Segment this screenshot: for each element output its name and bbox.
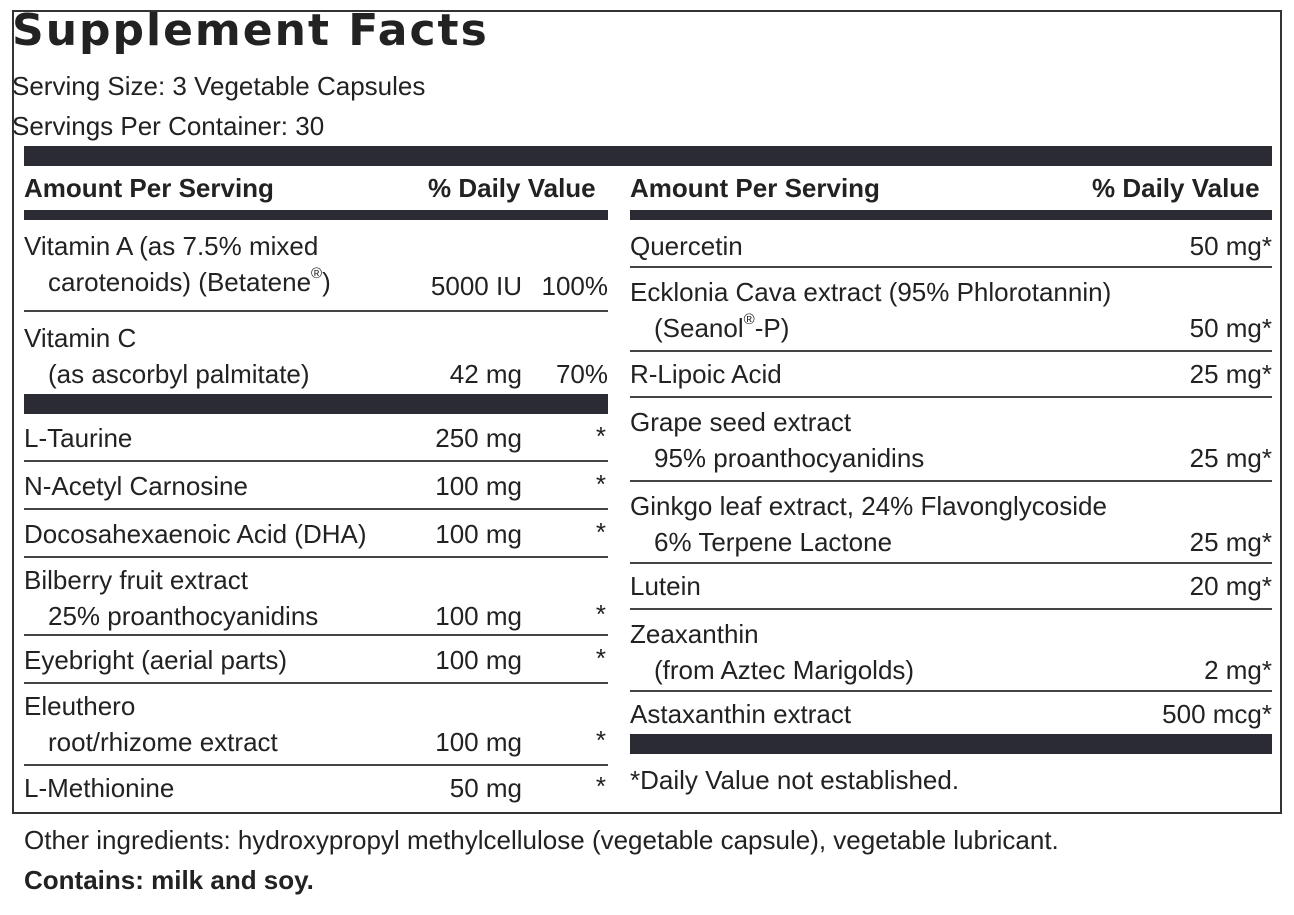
ingredient-amount: 25 mg* (1189, 527, 1272, 557)
ingredient-amount: 50 mg* (1189, 231, 1272, 261)
right-header-amount: Amount Per Serving (630, 173, 880, 203)
table-row (24, 512, 608, 558)
table-row (24, 560, 608, 636)
table-row (24, 686, 608, 766)
ingredient-amount: 25 mg* (1189, 443, 1272, 473)
table-row (24, 464, 608, 510)
table-row (630, 612, 1272, 692)
ingredient-name: Vitamin A (as 7.5% mixed carotenoids) (Betatene®) (24, 231, 331, 297)
ingredient-name: Vitamin C (as ascorbyl palmitate) (24, 323, 310, 389)
table-row (24, 314, 608, 394)
left-header-divider (24, 210, 608, 220)
ingredient-dv: * (595, 421, 606, 451)
ingredient-dv: * (595, 517, 606, 547)
table-row (630, 484, 1272, 564)
ingredient-amount: 250 mg (435, 423, 522, 453)
table-row (24, 414, 608, 462)
ingredient-name: Docosahexaenoic Acid (DHA) (24, 519, 367, 549)
table-row (630, 222, 1272, 268)
ingredient-name: Eyebright (aerial parts) (24, 645, 287, 675)
table-row (630, 270, 1272, 352)
ingredient-amount: 100 mg (435, 727, 522, 757)
table-row (630, 566, 1272, 610)
ingredient-name: Quercetin (630, 231, 743, 261)
other-ingredients: Other ingredients: hydroxypropyl methylcellulose (vegetable capsule), vegetable lubricant. (24, 825, 1059, 855)
left-section-divider (24, 394, 608, 414)
ingredient-amount: 100 mg (435, 601, 522, 631)
left-header-amount: Amount Per Serving (24, 173, 274, 203)
ingredient-name: Grape seed extract 95% proanthocyanidins (630, 407, 925, 473)
ingredient-dv: 100% (541, 271, 608, 301)
ingredient-name: Zeaxanthin (from Aztec Marigolds) (630, 619, 915, 685)
right-column (630, 222, 1272, 732)
ingredient-name: N-Acetyl Carnosine (24, 471, 248, 501)
table-row (24, 638, 608, 684)
ingredient-amount: 100 mg (435, 471, 522, 501)
ingredient-name: L-Taurine (24, 423, 133, 453)
ingredient-amount: 500 mcg* (1162, 699, 1272, 729)
left-column-lower (24, 414, 608, 804)
left-header-dv: % Daily Value (428, 173, 596, 203)
table-row (630, 400, 1272, 482)
serving-size: Serving Size: 3 Vegetable Capsules (12, 71, 426, 101)
top-divider-bar (24, 146, 1272, 166)
ingredient-dv: 70% (555, 359, 608, 389)
daily-value-footnote: *Daily Value not established. (630, 765, 960, 795)
ingredient-name: Lutein (630, 571, 701, 601)
ingredient-name: Bilberry fruit extract 25% proanthocyanidins (24, 565, 319, 631)
table-row (630, 354, 1272, 398)
ingredient-amount: 25 mg* (1189, 359, 1272, 389)
ingredient-name: Astaxanthin extract (630, 699, 852, 729)
table-row (630, 694, 1272, 734)
ingredient-name: L-Methionine (24, 773, 175, 803)
ingredient-dv: * (595, 725, 606, 755)
ingredient-dv: * (595, 771, 606, 801)
ingredient-dv: * (595, 599, 606, 629)
right-header-dv: % Daily Value (1092, 173, 1260, 203)
ingredient-dv: * (595, 643, 606, 673)
ingredient-name: Ecklonia Cava extract (95% Phlorotannin) (Seanol®-P) (630, 277, 1112, 343)
servings-per-container: Servings Per Container: 30 (12, 111, 325, 141)
ingredient-amount: 42 mg (449, 359, 522, 389)
ingredient-amount: 5000 IU (430, 271, 522, 301)
ingredient-amount: 50 mg (449, 773, 522, 803)
ingredient-amount: 20 mg* (1189, 571, 1272, 601)
ingredient-dv: * (595, 469, 606, 499)
ingredient-amount: 2 mg* (1204, 655, 1272, 685)
ingredient-amount: 50 mg* (1189, 313, 1272, 343)
ingredient-name: R-Lipoic Acid (630, 359, 782, 389)
right-header-divider (630, 210, 1272, 220)
ingredient-name: Eleuthero root/rhizome extract (24, 691, 278, 757)
allergen-statement: Contains: milk and soy. (24, 865, 314, 895)
table-row (24, 768, 608, 808)
panel-title: Supplement Facts (12, 5, 489, 56)
right-bottom-divider (630, 734, 1272, 754)
ingredient-amount: 100 mg (435, 519, 522, 549)
table-row (24, 222, 608, 312)
ingredient-name: Ginkgo leaf extract, 24% Flavonglycoside 6% Terpene Lactone (630, 491, 1107, 557)
ingredient-amount: 100 mg (435, 645, 522, 675)
